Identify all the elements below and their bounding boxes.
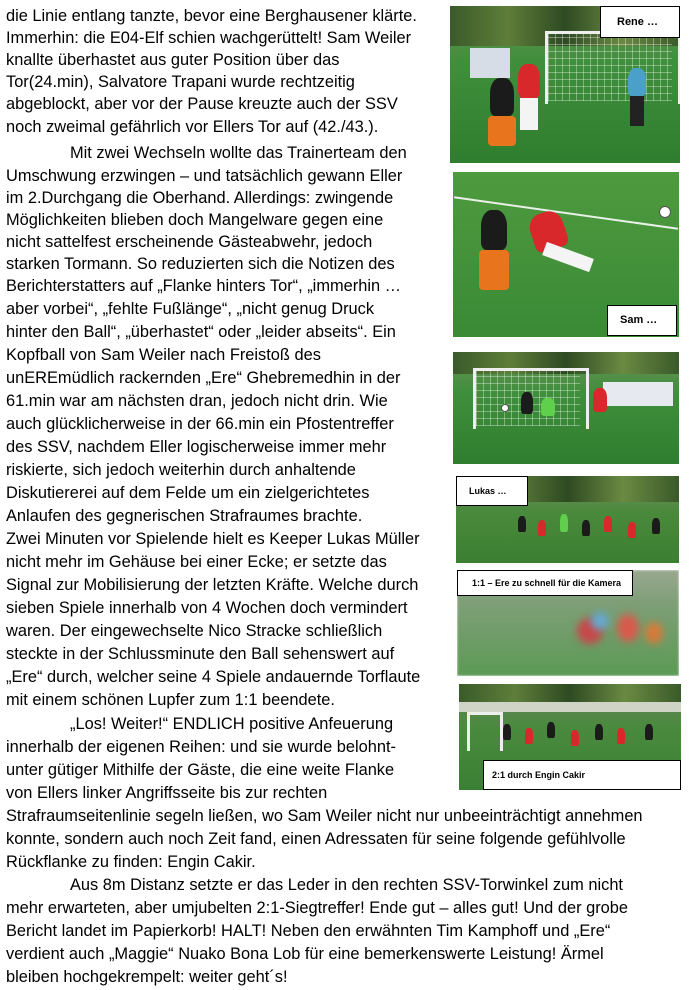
text-line: Kopfball von Sam Weiler nach Freistoß des xyxy=(6,346,321,364)
text-line: Mit zwei Wechseln wollte das Trainerteam den xyxy=(70,144,407,162)
text-line: nicht sattelfest erscheinende Gästeabwehr, jedoch xyxy=(6,233,373,251)
photo-caption: 2:1 durch Engin Cakir xyxy=(483,760,681,790)
text-line: unter gütiger Mithilfe der Gäste, die eine weite Flanke xyxy=(6,761,395,779)
text-line: steckte in der Schlussminute den Ball sehenswert auf xyxy=(6,645,395,663)
text-line: hinter den Ball“, „überhastet“ oder „leider abseits“. Ein xyxy=(6,323,396,341)
photo-rene xyxy=(450,6,680,163)
text-line: Immerhin: die E04-Elf schien wachgerüttelt! Sam Weiler xyxy=(6,29,412,47)
text-line: starken Tormann. So reduzierten sich die Notizen des xyxy=(6,255,395,273)
text-line: konnte, sondern auch noch Zeit fand, einen Adressaten für seine folgende gefühlvolle xyxy=(6,830,626,848)
text-line: Tor(24.min), Salvatore Trapani wurde rechtzeitig xyxy=(6,73,355,91)
text-line: Signal zur Mobilisierung der letzten Kräfte. Welche durch xyxy=(6,576,419,594)
text-line: „Los! Weiter!“ ENDLICH positive Anfeuerung xyxy=(70,715,394,733)
text-line: Berichterstatters auf „Flanke hinters Tor“, „immerhin … xyxy=(6,277,402,295)
text-line: Möglichkeiten blieben doch Mangelware gegen eine xyxy=(6,211,384,229)
photo-sam xyxy=(453,172,679,337)
text-line: mehr erwarteten, aber umjubelten 2:1-Siegtreffer! Ende gut – alles gut! Und der grobe xyxy=(6,899,628,917)
text-line: mit einem schönen Lupfer zum 1:1 beendete. xyxy=(6,691,335,709)
text-line: nicht mehr im Gehäuse bei einer Ecke; er setzte das xyxy=(6,553,387,571)
text-line: von Ellers linker Angriffsseite bis zur rechten xyxy=(6,784,328,802)
photo-goal-scene xyxy=(453,352,679,464)
photo-blurred-equalizer xyxy=(457,570,679,676)
text-line: Zwei Minuten vor Spielende hielt es Keeper Lukas Müller xyxy=(6,530,420,548)
text-line: auch glücklicherweise in der 66.min ein Pfostentreffer xyxy=(6,415,394,433)
photo-caption: Sam … xyxy=(607,305,677,336)
photo-caption: 1:1 – Ere zu schnell für die Kamera xyxy=(457,570,633,596)
text-line: unEREmüdlich rackernden „Ere“ Ghebremedhin in der xyxy=(6,369,401,387)
text-line: knallte überhastet aus guter Position über das xyxy=(6,51,340,69)
text-line: des SSV, nachdem Eller logischerweise immer mehr xyxy=(6,438,387,456)
text-line: Umschwung erzwingen – und tatsächlich gewann Eller xyxy=(6,167,403,185)
text-line: Aus 8m Distanz setzte er das Leder in den rechten SSV-Torwinkel zum nicht xyxy=(70,876,623,894)
text-line: abgeblockt, aber vor der Pause kreuzte auch der SSV xyxy=(6,95,398,113)
text-line: „Ere“ durch, welcher seine 4 Spiele andauernde Torflaute xyxy=(6,668,421,686)
photo-caption: Rene … xyxy=(600,6,680,38)
text-line: innerhalb der eigenen Reihen: und sie wurde belohnt- xyxy=(6,738,397,756)
photo-cakir-goal xyxy=(459,684,681,790)
text-line: die Linie entlang tanzte, bevor eine Berghausener klärte. xyxy=(6,7,417,25)
text-line: Rückflanke zu finden: Engin Cakir. xyxy=(6,853,256,871)
text-line: noch zweimal gefährlich vor Ellers Tor auf (42./43.). xyxy=(6,118,379,136)
text-line: sieben Spiele innerhalb von 4 Wochen doch vermindert xyxy=(6,599,408,617)
photo-caption: Lukas … xyxy=(456,476,528,506)
text-line: im 2.Durchgang die Oberhand. Allerdings: zwingende xyxy=(6,189,394,207)
text-line: 61.min war am nächsten dran, jedoch nicht drin. Wie xyxy=(6,392,388,410)
text-line: aber vorbei“, „fehlte Fußlänge“, „nicht genug Druck xyxy=(6,300,375,318)
text-line: Bericht landet im Papierkorb! HALT! Neben den erwähnten Tim Kamphoff und „Ere“ xyxy=(6,922,611,940)
text-line: Diskutiererei auf dem Felde um ein zielgerichtetes xyxy=(6,484,370,502)
text-line: riskierte, sich jedoch weiterhin durch anhaltende xyxy=(6,461,356,479)
text-line: verdient auch „Maggie“ Nuako Bona Lob für eine bemerkenswerte Leistung! Ärmel xyxy=(6,945,604,963)
text-line: bleiben hochgekrempelt: weiter geht´s! xyxy=(6,968,288,986)
text-line: Strafraumseitenlinie segeln ließen, wo Sam Weiler nicht nur unbeeinträchtigt annehmen xyxy=(6,807,643,825)
text-line: waren. Der eingewechselte Nico Stracke schließlich xyxy=(6,622,383,640)
photo-lukas xyxy=(456,476,679,563)
text-line: Anlaufen des gegnerischen Strafraumes brachte. xyxy=(6,507,363,525)
